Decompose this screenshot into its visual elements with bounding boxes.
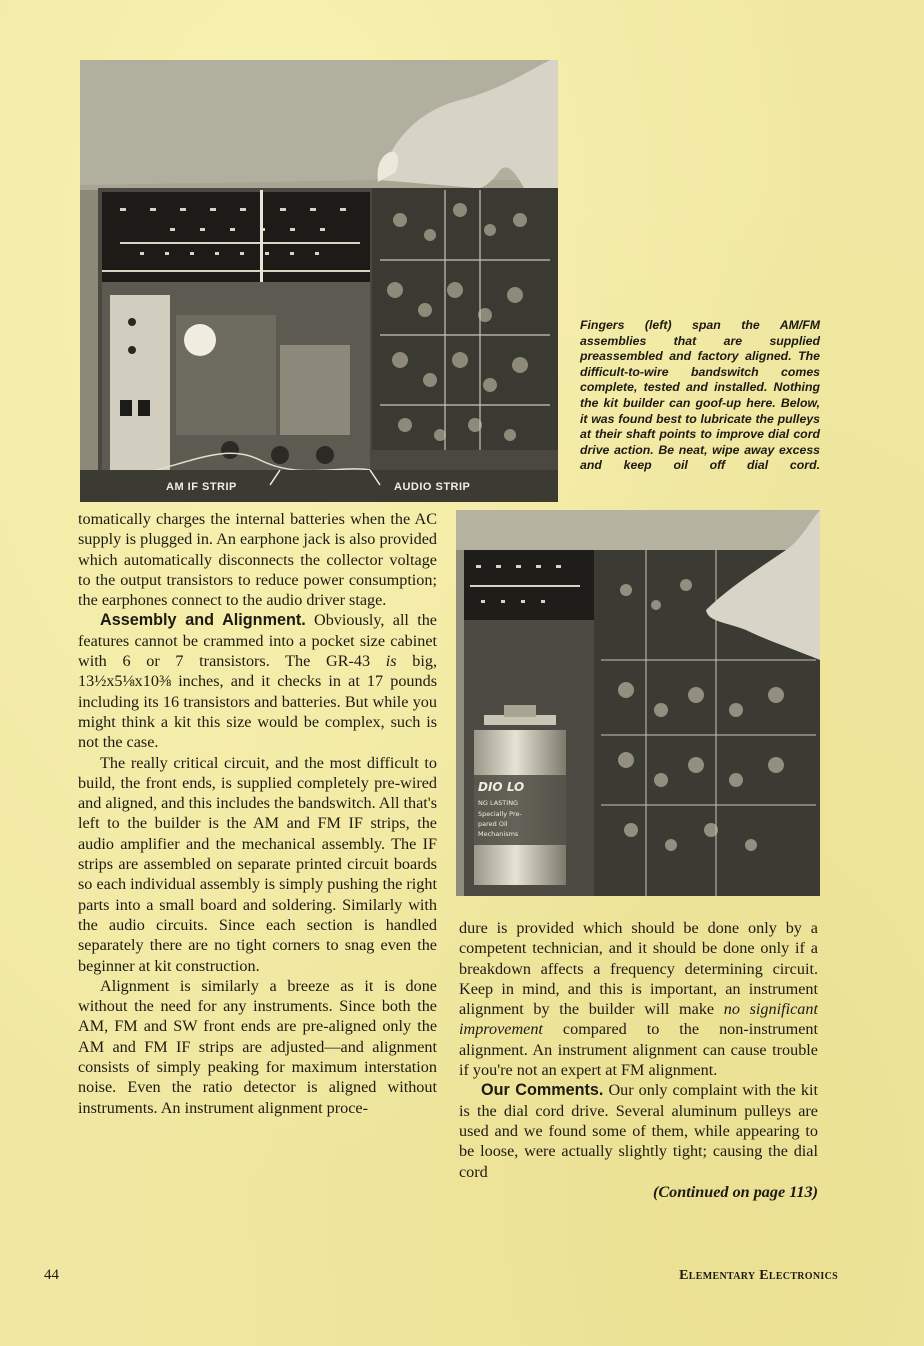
paragraph: The really critical circuit, and the most difficult to build, the front ends, is supplied completely pre-wired and aligned, and this includes the bandswitch. All that's left to the builder is the AM and FM IF strips, the audio amplifier and the mechanical assembly. The IF strips are assembled on separate printed circuit boards so each individual assembly is simply pushing the right parts into a small board and soldering. Similarly with the audio circuits. Since each section is handled separately there are no tight corners to snag even the beginner at kit construction. <box>78 753 437 975</box>
can-label-word-2: LO <box>506 780 525 794</box>
continued-note: (Continued on page 113) <box>652 1182 818 1201</box>
can-label-line-2: Specially Pre- <box>478 810 522 818</box>
can-label <box>474 774 566 844</box>
page-number: 44 <box>44 1267 59 1283</box>
radio-chassis-photo <box>80 60 558 502</box>
paragraph: tomatically charges the internal batteries when the AC supply is plugged in. An earphone jack is also provided which automatically disconnects the collector voltage to the output transistors to reduce power consumption; the earphones connect to the audio driver stage. <box>78 510 437 610</box>
paragraph <box>78 610 437 752</box>
can-label-line-4: Mechanisms <box>478 830 519 838</box>
paragraph <box>459 1080 818 1181</box>
can-label-brand <box>478 780 524 794</box>
paragraph-text: compared to the non-instrument alignment. An instrument alignment can cause trouble if you're not an expert at FM alignment. <box>459 1020 818 1080</box>
audio-strip-callout: AUDIO STRIP <box>394 481 471 493</box>
article-column-left <box>78 509 437 1118</box>
paragraph: Alignment is similarly a breeze as it is done without the need for any instruments. Since both the AM, FM and SW front ends are pre-aligned only the AM and FM IF strips are adjusted—and alignment consists of simply peaking for maximum interstation noise. Even the ratio detector is aligned without instruments. An instrument alignment proce- <box>78 976 437 1117</box>
magazine-title: Elementary Electronics <box>679 1268 838 1283</box>
emphasis: is <box>385 652 397 671</box>
paragraph-text: big, 13½x5⅛x10⅜ inches, and it checks in at 17 pounds including its 16 transistors and batteries. But while you might think a kit this size would be complex, such is not the case. <box>78 652 437 752</box>
section-heading-assembly: Assembly and Alignment. <box>100 611 306 630</box>
article-column-right <box>459 918 818 1202</box>
paragraph-text: Obviously, all the features cannot be crammed into a pocket size cabinet with 6 or 7 transistors. The GR-43 <box>78 611 437 671</box>
am-if-strip-callout: AM IF STRIP <box>166 481 237 493</box>
paragraph-text: dure is provided which should be done only by a competent technician, and it should be done only if a breakdown affects a frequency determining circuit. Keep in mind, and this is important, an instrument alignment by the builder will make <box>459 919 818 1019</box>
pulley-lubrication-photo <box>456 510 820 896</box>
paragraph-text: Our only complaint with the kit is the dial cord drive. Several aluminum pulleys are used and we found some of them, while appearing to be loose, were actually slightly tight; causing the dial cord <box>459 1081 818 1181</box>
chassis-illustration <box>80 60 558 502</box>
can-label-line-1: NG LASTING <box>478 799 519 807</box>
can-label-line-3: pared Oil <box>478 820 508 828</box>
section-heading-comments: Our Comments. <box>481 1081 604 1100</box>
emphasis: no significant improvement <box>459 1000 818 1039</box>
can-label-word-1: DIO <box>478 780 503 794</box>
photo-caption: Fingers (left) span the AM/FM assemblies that are supplied preassembled and factory aligned. The difficult-to-wire bandswitch comes complete, tested and installed. Nothing the kit builder can goof-up here. Below, it was found best to lubricate the pulleys at their shaft points to improve dial cord drive action. Be neat, wipe away excess and keep oil off dial cord. <box>580 318 820 473</box>
paragraph <box>459 918 818 1080</box>
